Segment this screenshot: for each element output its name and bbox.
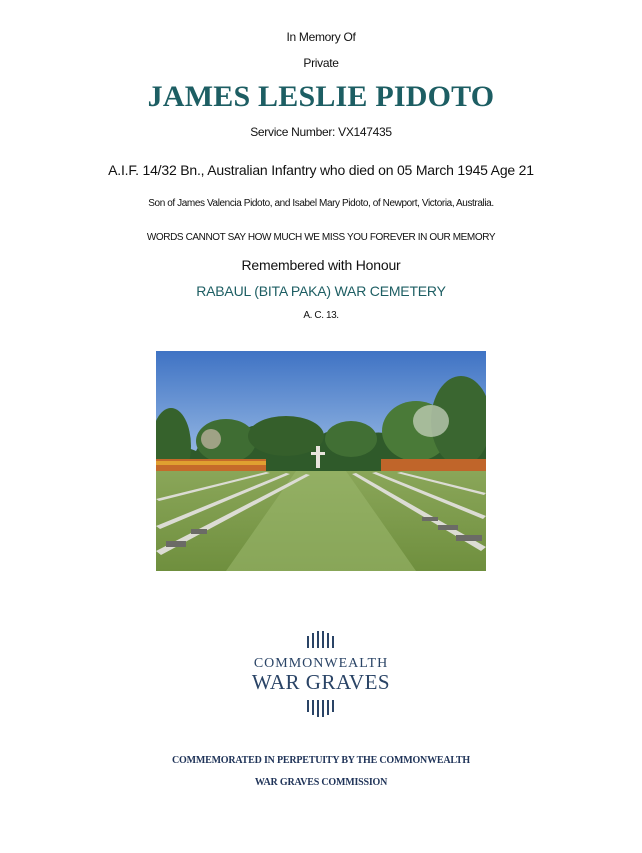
- footer-line-1: COMMEMORATED IN PERPETUITY BY THE COMMONWEALTH: [172, 755, 470, 766]
- in-memory-of-text: In Memory Of: [286, 30, 356, 44]
- cemetery-name: RABAUL (BITA PAKA) WAR CEMETERY: [196, 283, 446, 299]
- logo-line-commonwealth: COMMONWEALTH: [253, 656, 389, 671]
- remembered-with-honour: Remembered with Honour: [241, 257, 401, 273]
- rank-text: Private: [303, 56, 339, 70]
- cemetery-photo: [156, 351, 486, 571]
- grave-reference: A. C. 13.: [303, 310, 339, 321]
- service-number: Service Number: VX147435: [250, 125, 392, 139]
- unit-and-death-details: A.I.F. 14/32 Bn., Australian Infantry who died on 05 March 1945 Age 21: [108, 162, 534, 178]
- personal-inscription: WORDS CANNOT SAY HOW MUCH WE MISS YOU FOREVER IN OUR MEMORY: [146, 232, 496, 243]
- footer-line-2: WAR GRAVES COMMISSION: [254, 777, 388, 788]
- parents-details: Son of James Valencia Pidoto, and Isabel Mary Pidoto, of Newport, Victoria, Australia.: [148, 198, 494, 209]
- soldier-name: JAMES LESLIE PIDOTO: [147, 80, 495, 113]
- logo-line-war-graves: WAR GRAVES: [251, 670, 391, 694]
- cwgc-logo: [240, 628, 402, 723]
